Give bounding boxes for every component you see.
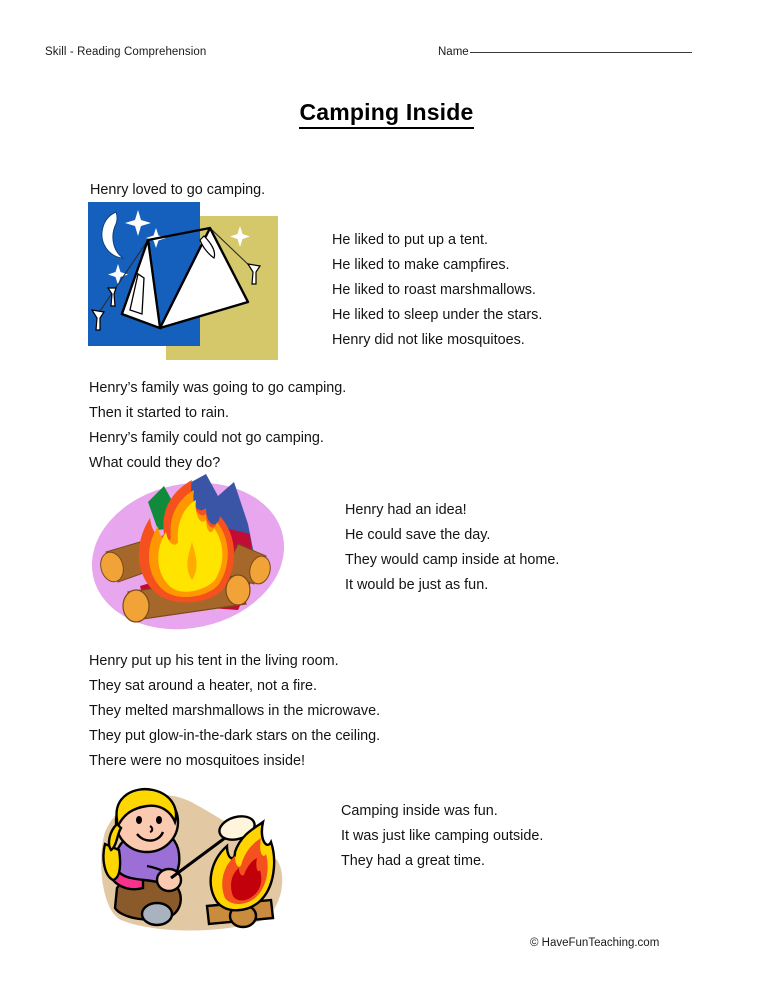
paragraph-intro [90, 178, 265, 203]
name-input-line[interactable] [470, 52, 692, 53]
passage-line: He could save the day. [345, 526, 491, 543]
passage-line: Camping inside was fun. [341, 803, 498, 819]
passage-line: Henry did not like mosquitoes. [332, 331, 525, 348]
passage-line: Henry had an idea! [345, 502, 467, 518]
child-roasting-marshmallow-illustration [95, 784, 291, 934]
passage-line: Then it started to rain. [89, 404, 229, 421]
child-eye [156, 816, 162, 824]
paragraph-idea-block [345, 498, 559, 598]
paragraph-inside-block [89, 649, 380, 774]
passage-line: He liked to sleep under the stars. [332, 306, 543, 323]
page-title [0, 99, 773, 126]
child-eye [136, 816, 142, 824]
passage-line: He liked to put up a tent. [332, 232, 488, 248]
campfire-illustration [88, 468, 293, 633]
passage-line: He liked to roast marshmallows. [332, 281, 536, 298]
passage-line: They would camp inside at home. [345, 551, 560, 568]
log-end [123, 590, 149, 622]
passage-line: They put glow-in-the-dark stars on the ceiling. [89, 727, 381, 744]
name-field-group [438, 46, 692, 58]
passage-line: There were no mosquitoes inside! [89, 752, 305, 769]
passage-line: Henry’s family could not go camping. [89, 429, 324, 446]
tent-at-night-illustration [88, 202, 278, 360]
passage-line: They melted marshmallows in the microwave. [89, 702, 381, 719]
paragraph-fun-block [341, 799, 543, 874]
page-title-text: Camping Inside [299, 99, 473, 129]
passage-line: Henry put up his tent in the living room. [89, 653, 339, 669]
passage-line: It would be just as fun. [345, 576, 489, 593]
log-end [226, 575, 250, 605]
name-label: Name [438, 46, 469, 58]
passage-line: They sat around a heater, not a fire. [89, 677, 317, 694]
child-shoe [142, 903, 172, 925]
paragraph-tent-block [332, 228, 542, 353]
passage-line: It was just like camping outside. [341, 827, 544, 844]
passage-line: They had a great time. [341, 852, 485, 869]
skill-label: Skill - Reading Comprehension [45, 46, 207, 58]
passage-line: Henry’s family was going to go camping. [89, 380, 347, 396]
paragraph-rain-block [89, 376, 346, 476]
passage-line: Henry loved to go camping. [90, 182, 266, 198]
passage-line: He liked to make campfires. [332, 256, 510, 273]
passage-line: What could they do? [89, 454, 221, 471]
footer-credit: © HaveFunTeaching.com [530, 937, 660, 949]
